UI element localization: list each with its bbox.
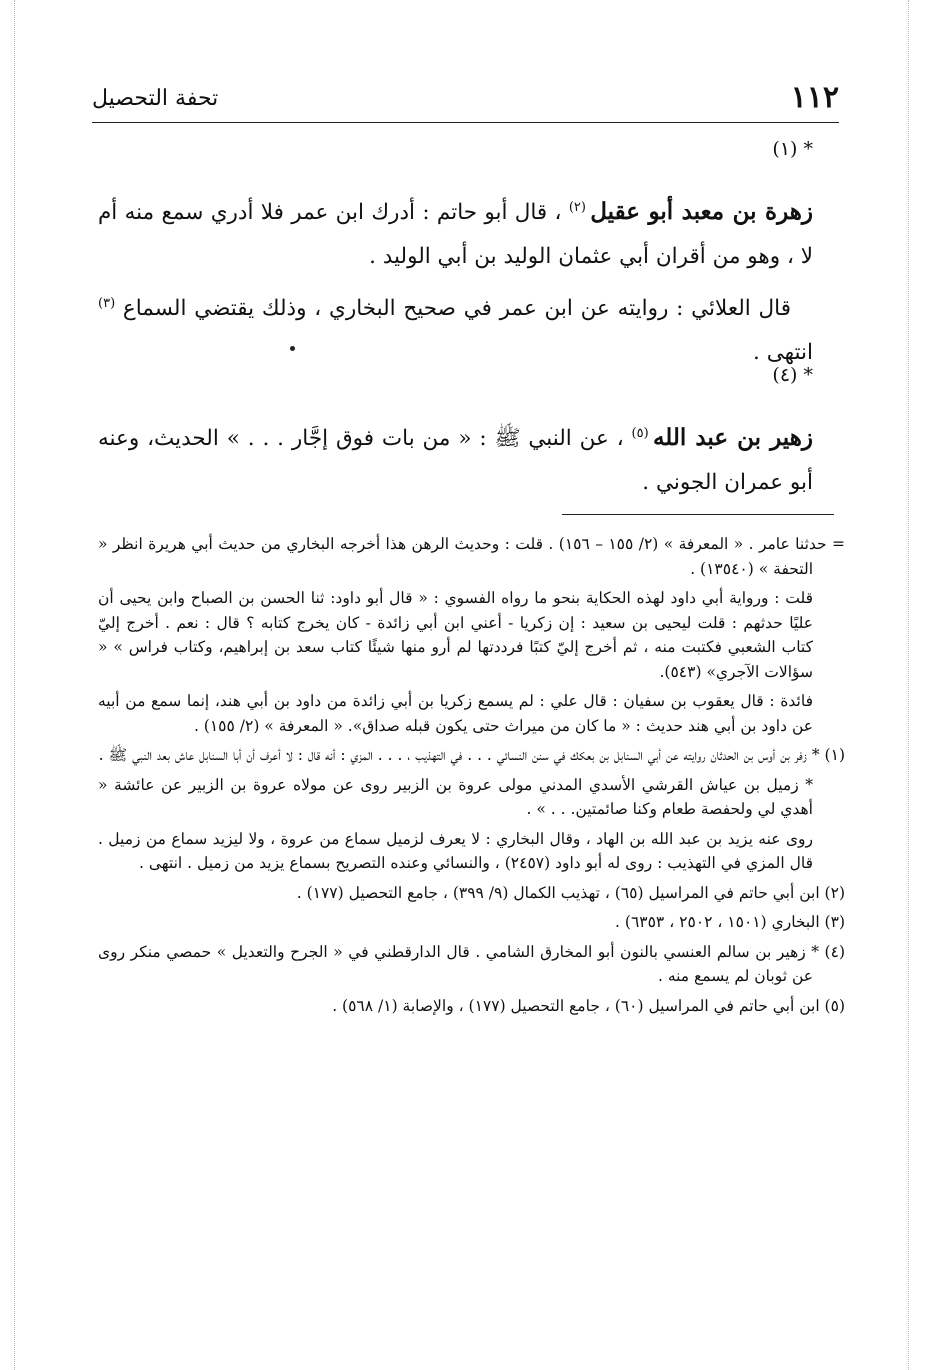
scan-edge-line [908, 0, 909, 1370]
page-header [92, 80, 839, 116]
header-rule [92, 122, 839, 123]
footnote-2: (٢) ابن أبي حاتم في المراسيل (٦٥) ، تهذيب الكمال (٩/ ٣٩٩) ، جامع التحصيل (١٧٧) . [296, 883, 845, 902]
footnote-ref: (٢) [568, 200, 586, 215]
footnote-3: (٣) البخاري (١٥٠١ ، ٢٥٠٢ ، ٦٣٥٣) . [615, 913, 845, 931]
entry-marker: * (٤) [772, 364, 813, 386]
entry-zuhra [98, 186, 813, 279]
footnote-paragraph: روى عنه يزيد بن عبد الله بن الهاد ، وقال البخاري : لا يعرف لزميل سماع من عروة ، ولا ليزيد سماع من زميل . قال المزي في التهذيب : روى له أبو داود (٢٤٥٧) ، والنسائي وعنده التصريح بسماع يزيد من زميل . انتهى . [98, 829, 813, 872]
footnote-paragraph: * زميل بن عياش القرشي الأسدي المدني مولى عروة بن الزبير روى عن مولاه عروة بن الزبير عن عائشة « أهدي لي ولحفصة طعام وكنا صائمتين. . . » . [98, 775, 813, 818]
footnote-continuation: = حدثنا عامر . « المعرفة » (٢/ ١٥٥ – ١٥٦) . قلت : وحديث الرهن هذا أخرجه البخاري من حديث أبي هريرة انظر « التحفة » (١٣٥٤٠) . [98, 535, 845, 578]
ink-speck [290, 346, 295, 351]
footnote-paragraph: قلت : ورواية أبي داود لهذه الحكاية بنحو ما رواه الفسوي : « قال أبو داود: ثنا الحسن بن الصباح وابن يحيى أن عليًا حدثهم : قلت ليحيى بن سعيد : إن زكريا - أعني ابن أبي زائدة - كان يخرج كتابه ؟ قال : نعم . أخرج إليّ كتاب الشعبي فكتبت منه ، ثم أخرج إليّ كتبًا فرددتها لم أرو منها شيئًا كتاب سعد بن إبراهيم، وكتاب فراس » « سؤالات الآجري» (٥٤٣). [98, 589, 813, 681]
entry-text: قال العلائي : روايته عن ابن عمر في صحيح البخاري ، وذلك يقتضي السماع [115, 296, 791, 322]
entry-text: ، عن النبي ﷺ : « من بات فوق إجَّار . . . » الحديث، وعنه أبو عمران الجوني . [98, 426, 813, 496]
entry-marker: * (١) [772, 138, 813, 160]
entry-name: زهير بن عبد الله [652, 424, 813, 452]
footnote-4: (٤) * زهير بن سالم العنسي بالنون أبو المخارق الشامي . قال الدارقطني في « الجرح والتعديل » حمصي منكر روى عن ثوبان لم يسمع منه . [98, 942, 845, 985]
running-title: تحفة التحصيل [92, 86, 219, 111]
footnote-ref: (٥) [631, 426, 649, 441]
entry-name: زهرة بن معبد أبو عقيل [590, 198, 813, 226]
footnote-paragraph: فائدة : قال يعقوب بن سفيان : قال علي : لم يسمع زكريا بن أبي زائدة من داود بن أبي هند، إنما سمع من أبيه عن داود بن أبي هند حديث : « ما كان من ميراث حتى يكون قبله صداق». « المعرفة » (٢/ ١٥٥) . [98, 692, 813, 735]
page-number: ١١٢ [790, 80, 839, 115]
entry-zuhair [98, 412, 813, 505]
footnote-separator [562, 514, 834, 515]
scan-edge-line [14, 0, 15, 1370]
entry-text: انتهى . [753, 340, 813, 366]
entry-text: ، قال أبو حاتم : أدرك ابن عمر فلا أدري سمع منه أم لا ، وهو من أقران أبي عثمان الوليد بن أبي الوليد . [98, 200, 813, 270]
entry-alalai-note [98, 282, 813, 375]
footnote-ref: (٣) [98, 296, 116, 311]
footnotes [98, 532, 845, 1023]
footnote-1: (١) * زفر بن أوس بن الحدثان روايته عن أبي السنابل بن بعكك في سنن النسائي . . . في التهذيب ، . . . المزي : أنه قال : لا أعرف أن أبا السنابل عاش بعد النبي ﷺ . [98, 746, 845, 764]
footnote-5: (٥) ابن أبي حاتم في المراسيل (٦٠) ، جامع التحصيل (١٧٧) ، والإصابة (١/ ٥٦٨) . [332, 996, 845, 1015]
